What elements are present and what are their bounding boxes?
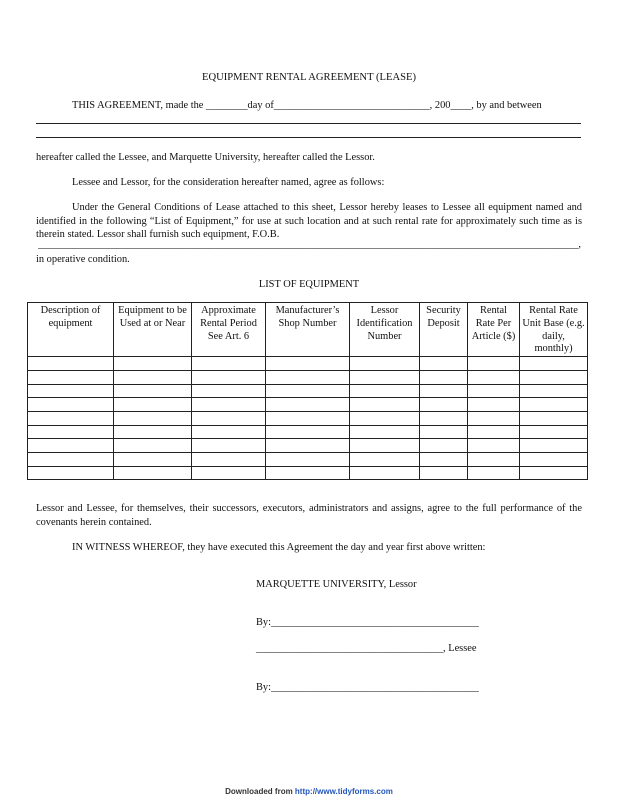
- table-cell[interactable]: [28, 398, 114, 412]
- table-cell[interactable]: [266, 439, 350, 453]
- table-cell[interactable]: [350, 384, 420, 398]
- table-cell[interactable]: [350, 425, 420, 439]
- table-cell[interactable]: [520, 357, 588, 371]
- blank-line-1: [36, 123, 581, 124]
- agreement-line: THIS AGREEMENT, made the ________day of______________________________, 200____, by and between: [72, 100, 542, 111]
- list-of-equipment-title: LIST OF EQUIPMENT: [258, 279, 360, 290]
- table-cell[interactable]: [192, 384, 266, 398]
- header-used-at: Equipment to be Used at or Near: [114, 303, 192, 357]
- table-cell[interactable]: [114, 411, 192, 425]
- table-cell[interactable]: [468, 466, 520, 480]
- fob-line: ________________________________________________________________________________________________________,: [38, 239, 581, 250]
- table-cell[interactable]: [468, 357, 520, 371]
- table-cell[interactable]: [114, 425, 192, 439]
- table-cell[interactable]: [420, 425, 468, 439]
- table-cell[interactable]: [28, 439, 114, 453]
- header-description: Description of equipment: [28, 303, 114, 357]
- table-cell[interactable]: [520, 453, 588, 467]
- consideration-paragraph: Lessee and Lessor, for the consideration hereafter named, agree as follows:: [72, 177, 385, 188]
- table-cell[interactable]: [266, 411, 350, 425]
- table-cell[interactable]: [420, 411, 468, 425]
- table-cell[interactable]: [350, 439, 420, 453]
- table-cell[interactable]: [192, 370, 266, 384]
- table-cell[interactable]: [266, 425, 350, 439]
- table-cell[interactable]: [114, 357, 192, 371]
- table-cell[interactable]: [114, 439, 192, 453]
- witness-line: IN WITNESS WHEREOF, they have executed this Agreement the day and year first above written:: [72, 542, 486, 553]
- table-cell[interactable]: [420, 439, 468, 453]
- table-cell[interactable]: [520, 439, 588, 453]
- table-cell[interactable]: [468, 453, 520, 467]
- table-cell[interactable]: [266, 466, 350, 480]
- operative-condition: in operative condition.: [36, 254, 130, 265]
- table-cell[interactable]: [520, 425, 588, 439]
- download-footer: [0, 787, 618, 797]
- table-cell[interactable]: [114, 398, 192, 412]
- table-row: [28, 357, 588, 371]
- table-cell[interactable]: [192, 453, 266, 467]
- table-cell[interactable]: [468, 398, 520, 412]
- table-cell[interactable]: [468, 411, 520, 425]
- table-cell[interactable]: [520, 398, 588, 412]
- header-shop-number: Manufacturer’s Shop Number: [266, 303, 350, 357]
- table-cell[interactable]: [266, 370, 350, 384]
- header-rental-period: Approximate Rental Period See Art. 6: [192, 303, 266, 357]
- blank-line-2: [36, 137, 581, 138]
- table-cell[interactable]: [28, 411, 114, 425]
- table-cell[interactable]: [28, 453, 114, 467]
- table-cell[interactable]: [28, 466, 114, 480]
- lessor-name: MARQUETTE UNIVERSITY, Lessor: [256, 579, 417, 590]
- table-row: [28, 466, 588, 480]
- table-cell[interactable]: [350, 466, 420, 480]
- table-cell[interactable]: [192, 425, 266, 439]
- conditions-paragraph: Under the General Conditions of Lease attached to this sheet, Lessor hereby leases to Lessee all equipment named and identified in the following “List of Equipment,” for use at such location and at such rental rate for approximately such time as is therein stated. Lessor shall furnish such equipment, F.O.B.: [36, 202, 582, 241]
- table-cell[interactable]: [192, 439, 266, 453]
- covenant-paragraph: Lessor and Lessee, for themselves, their successors, executors, administrators and assigns, agree to the full performance of the covenants herein contained.: [36, 503, 582, 528]
- table-row: [28, 439, 588, 453]
- table-cell[interactable]: [420, 370, 468, 384]
- lessee-signature-line: ____________________________________, Lessee: [256, 643, 477, 654]
- table-row: [28, 411, 588, 425]
- table-row: [28, 370, 588, 384]
- table-cell[interactable]: [468, 439, 520, 453]
- table-cell[interactable]: [350, 411, 420, 425]
- table-cell[interactable]: [266, 357, 350, 371]
- table-cell[interactable]: [28, 425, 114, 439]
- table-cell[interactable]: [192, 398, 266, 412]
- table-cell[interactable]: [266, 398, 350, 412]
- lessee-line: hereafter called the Lessee, and Marquette University, hereafter called the Lessor.: [36, 152, 375, 163]
- table-cell[interactable]: [420, 453, 468, 467]
- table-cell[interactable]: [192, 466, 266, 480]
- table-row: [28, 398, 588, 412]
- table-cell[interactable]: [520, 384, 588, 398]
- table-cell[interactable]: [420, 398, 468, 412]
- table-cell[interactable]: [468, 370, 520, 384]
- table-cell[interactable]: [520, 411, 588, 425]
- lessee-by-signature-line: By:________________________________________: [256, 682, 479, 693]
- table-cell[interactable]: [266, 384, 350, 398]
- table-cell[interactable]: [468, 425, 520, 439]
- table-cell[interactable]: [192, 411, 266, 425]
- table-cell[interactable]: [520, 370, 588, 384]
- document-title: EQUIPMENT RENTAL AGREEMENT (LEASE): [201, 72, 417, 83]
- table-cell[interactable]: [350, 398, 420, 412]
- footer-prefix: Downloaded from: [225, 787, 295, 796]
- table-cell[interactable]: [350, 370, 420, 384]
- table-cell[interactable]: [350, 357, 420, 371]
- lessor-signature-line: By:________________________________________: [256, 617, 479, 628]
- table-cell[interactable]: [420, 357, 468, 371]
- table-cell[interactable]: [520, 466, 588, 480]
- header-security-deposit: Security Deposit: [420, 303, 468, 357]
- table-row: [28, 425, 588, 439]
- header-unit-base: Rental Rate Unit Base (e.g. daily, monthly): [520, 303, 588, 357]
- table-cell[interactable]: [420, 466, 468, 480]
- header-rental-rate: Rental Rate Per Article ($): [468, 303, 520, 357]
- table-row: [28, 453, 588, 467]
- table-row: [28, 384, 588, 398]
- table-cell[interactable]: [192, 357, 266, 371]
- table-header-row: [28, 303, 588, 357]
- table-cell[interactable]: [266, 453, 350, 467]
- equipment-table: [27, 302, 588, 480]
- table-cell[interactable]: [350, 453, 420, 467]
- footer-link[interactable]: http://www.tidyforms.com: [294, 787, 393, 796]
- table-cell[interactable]: [114, 384, 192, 398]
- header-identification-number: Lessor Identification Number: [350, 303, 420, 357]
- table-cell[interactable]: [28, 384, 114, 398]
- table-cell[interactable]: [420, 384, 468, 398]
- table-cell[interactable]: [28, 370, 114, 384]
- table-cell[interactable]: [28, 357, 114, 371]
- table-cell[interactable]: [114, 370, 192, 384]
- table-cell[interactable]: [114, 466, 192, 480]
- table-cell[interactable]: [114, 453, 192, 467]
- table-cell[interactable]: [468, 384, 520, 398]
